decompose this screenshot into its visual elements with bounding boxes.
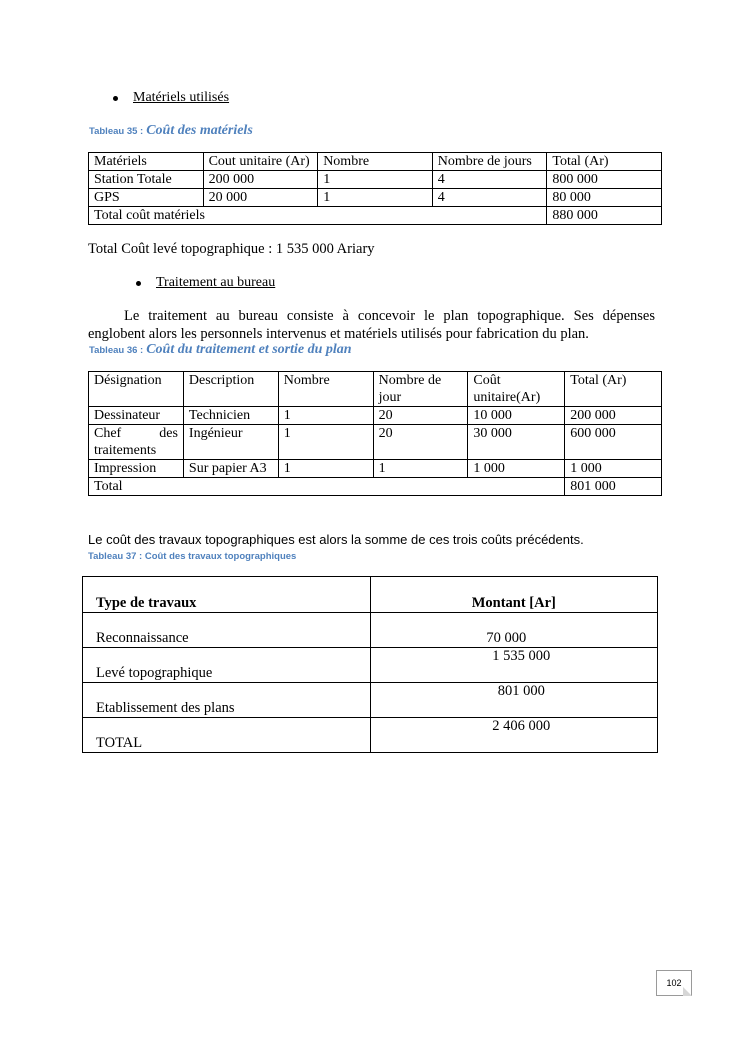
page-number: 102 [656,970,692,996]
cell: 200 000 [565,407,662,425]
header-cell: Coût unitaire(Ar) [468,372,565,407]
cell: Station Totale [89,171,204,189]
table-row [89,425,662,460]
table-header-row [89,372,662,407]
cell: 70 000 [370,613,657,648]
cell: 1 [318,189,433,207]
cell: Levé topographique [83,648,371,683]
caption-label: Tableau 35 : [89,126,144,137]
cell: 1 [373,460,468,478]
bullet-text: Traitement au bureau [156,275,276,290]
header-cell: Type de travaux [83,577,371,613]
table-total-row [89,478,662,496]
cell: 4 [432,171,547,189]
total-leve-text: Total Coût levé topographique : 1 535 000 Ariary [88,241,375,257]
header-cell: Cout unitaire (Ar) [203,153,318,171]
cell: 1 [278,460,373,478]
total-label: Total [89,478,565,496]
table-row [83,683,658,718]
cell: 80 000 [547,189,662,207]
cell: 600 000 [565,425,662,460]
cell: Dessinateur [89,407,184,425]
cell: 800 000 [547,171,662,189]
cell: GPS [89,189,204,207]
total-value: 880 000 [547,207,662,225]
table36 [88,371,662,496]
table35 [88,152,662,225]
cell: 801 000 [370,683,657,718]
header-cell: Nombre [278,372,373,407]
header-cell: Description [183,372,278,407]
caption-label: Tableau 36 : [89,345,144,356]
cell: Chef des traitements [89,425,184,460]
cell: 1 [278,407,373,425]
header-cell: Total (Ar) [547,153,662,171]
table-row [89,189,662,207]
table35-caption [89,123,253,139]
header-cell: Nombre de jour [373,372,468,407]
cell: Reconnaissance [83,613,371,648]
bullet-text: Matériels utilisés [133,90,230,105]
cell: 30 000 [468,425,565,460]
table-total-row [89,207,662,225]
cell: 4 [432,189,547,207]
table-row [89,460,662,478]
cell: Etablissement des plans [83,683,371,718]
bullet-icon [113,96,118,101]
header-cell: Matériels [89,153,204,171]
table-row [83,718,658,753]
cell: Impression [89,460,184,478]
cell: Ingénieur [183,425,278,460]
cell: 20 [373,407,468,425]
cell: 1 535 000 [370,648,657,683]
caption-title: Coût des matériels [146,123,253,138]
cell: 1 [318,171,433,189]
header-cell: Montant [Ar] [370,577,657,613]
sum-sentence: Le coût des travaux topographiques est alors la somme de ces trois coûts précédents. [88,532,584,547]
table-row [89,171,662,189]
table36-caption [89,342,352,358]
header-cell: Désignation [89,372,184,407]
cell: 200 000 [203,171,318,189]
table-row [83,648,658,683]
header-cell: Total (Ar) [565,372,662,407]
cell: 20 000 [203,189,318,207]
caption-title: Coût du traitement et sortie du plan [146,342,352,357]
cell: 2 406 000 [370,718,657,753]
table37 [82,576,658,753]
table37-caption: Tableau 37 : Coût des travaux topographiques [88,551,297,562]
cell: 10 000 [468,407,565,425]
cell: 1 000 [468,460,565,478]
cell: Sur papier A3 [183,460,278,478]
page-number-box [656,970,692,996]
total-value: 801 000 [565,478,662,496]
header-cell: Nombre [318,153,433,171]
table-header-row [89,153,662,171]
bullet-traitement [136,275,275,291]
cell: TOTAL [83,718,371,753]
page-curl-icon [683,987,692,996]
table-row [89,407,662,425]
cell: 1 [278,425,373,460]
total-label: Total coût matériels [89,207,547,225]
cell: 1 000 [565,460,662,478]
cell: 20 [373,425,468,460]
paragraph-traitement: Le traitement au bureau consiste à concevoir le plan topographique. Ses dépenses englobent alors les personnels intervenus et matériels utilisés pour fabrication du plan. [88,308,655,342]
table-row [83,613,658,648]
table-header-row [83,577,658,613]
bullet-materiels [113,90,229,106]
bullet-icon [136,281,141,286]
cell: Technicien [183,407,278,425]
header-cell: Nombre de jours [432,153,547,171]
